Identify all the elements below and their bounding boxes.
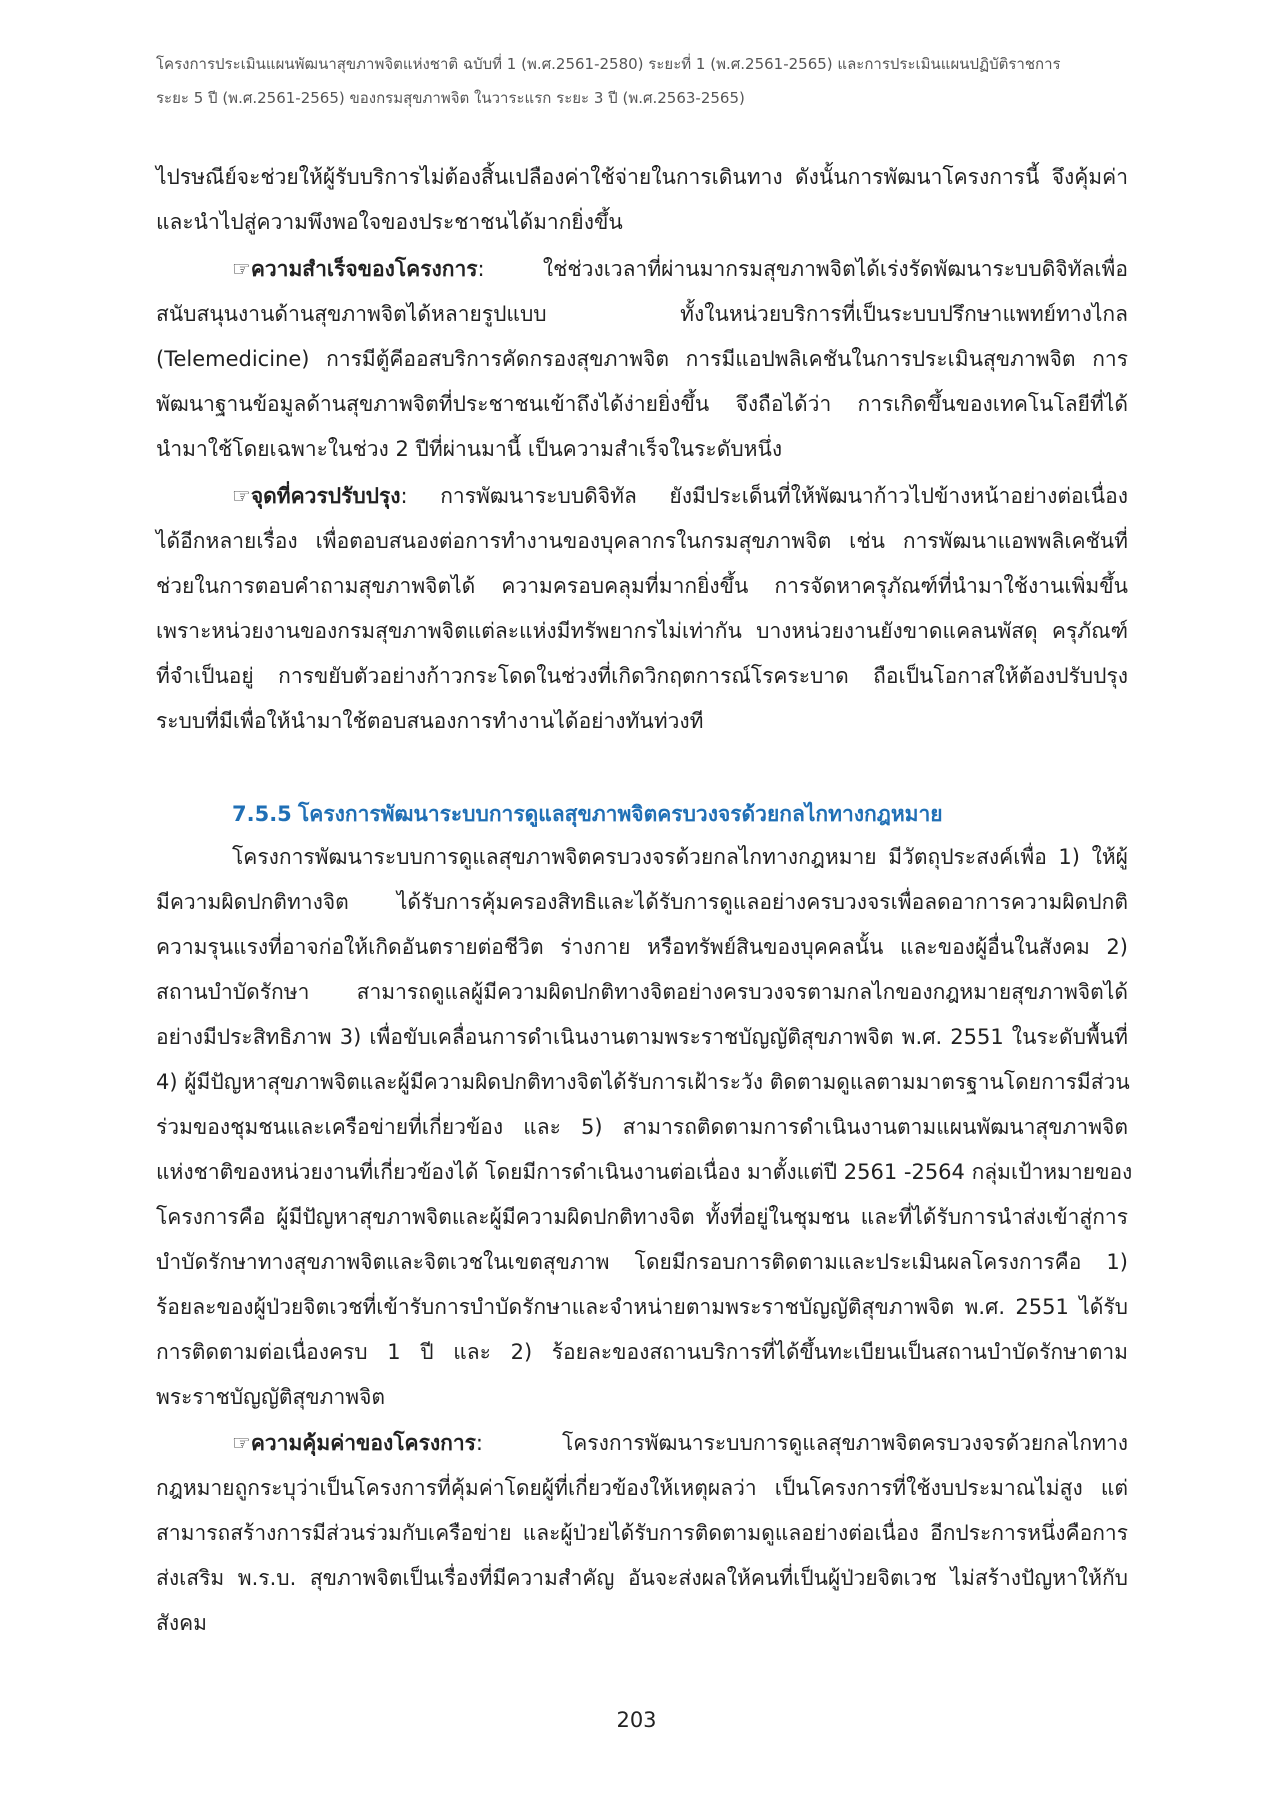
success-label: ความสำเร็จของโครงการ [250,257,478,281]
paragraph-line: กฎหมายถูกระบุว่าเป็นโครงการที่คุ้มค่าโดยผู้ที่เกี่ยวข้องให้เหตุผลว่า เป็นโครงการที่ใช้งบประมาณไม่สูง แต่ [156,1476,1128,1500]
paragraph-line: เพราะหน่วยงานของกรมสุขภาพจิตแต่ละแห่งมีทรัพยากรไม่เท่ากัน บางหน่วยงานยังขาดแคลนพัสดุ ครุภัณฑ์ [156,619,1128,643]
paragraph-line: สถานบำบัดรักษา สามารถดูแลผู้มีความผิดปกติทางจิตอย่างครบวงจรตามกลไกของกฎหมายสุขภาพจิตได้ [156,980,1128,1004]
paragraph-line: นำมาใช้โดยเฉพาะในช่วง 2 ปีที่ผ่านมานี้ เป็นความสำเร็จในระดับหนึ่ง [156,437,783,461]
success-heading-line [232,254,1128,284]
paragraph-text: : การพัฒนาระบบดิจิทัล ยังมีประเด็นที่ให้พัฒนาก้าวไปข้างหน้าอย่างต่อเนื่อง [400,484,1128,508]
paragraph-line: พระราชบัญญัติสุขภาพจิต [156,1385,386,1409]
value-label: ความคุ้มค่าของโครงการ [250,1431,476,1455]
paragraph-line: (Telemedicine) การมีตู้คีออสบริการคัดกรองสุขภาพจิต การมีแอปพลิเคชันในการประเมินสุขภาพจิต การ [156,347,1128,371]
paragraph-line: อย่างมีประสิทธิภาพ 3) เพื่อขับเคลื่อนการดำเนินงานตามพระราชบัญญัติสุขภาพจิต พ.ศ. 2551 ในระดับพื้นที่ [156,1025,1128,1049]
section-number: 7.5.5 [232,802,292,826]
section-title: โครงการพัฒนาระบบการดูแลสุขภาพจิตครบวงจรด้วยกลไกทางกฎหมาย [298,802,943,826]
header-line-1: โครงการประเมินแผนพัฒนาสุขภาพจิตแห่งชาติ ฉบับที่ 1 (พ.ศ.2561-2580) ระยะที่ 1 (พ.ศ.2561-2565) และการประเมินแผนปฏิบัติราชการ [156,55,1061,73]
paragraph-line: โครงการพัฒนาระบบการดูแลสุขภาพจิตครบวงจรด้วยกลไกทางกฎหมาย มีวัตถุประสงค์เพื่อ 1) ให้ผู้ [232,845,1128,869]
paragraph-line: ที่จำเป็นอยู่ การขยับตัวอย่างก้าวกระโดดในช่วงที่เกิดวิกฤตการณ์โรคระบาด ถือเป็นโอกาสให้ต้องปรับปรุง [156,664,1128,688]
paragraph-line: แห่งชาติของหน่วยงานที่เกี่ยวข้องได้ โดยมีการดำเนินงานต่อเนื่อง มาตั้งแต่ปี 2561 -2564 กลุ่มเป้าหมายของ [156,1160,1133,1184]
paragraph-line: ไปรษณีย์จะช่วยให้ผู้รับบริการไม่ต้องสิ้นเปลืองค่าใช้จ่ายในการเดินทาง ดังนั้นการพัฒนาโครงการนี้ จึงคุ้มค่า [156,165,1128,189]
paragraph-line: ความรุนแรงที่อาจก่อให้เกิดอันตรายต่อชีวิต ร่างกาย หรือทรัพย์สินของบุคคลนั้น และของผู้อื่นในสังคม 2) [156,935,1128,959]
pointing-hand-icon: ☞ [232,1431,251,1455]
paragraph-line: ได้อีกหลายเรื่อง เพื่อตอบสนองต่อการทำงานของบุคลากรในกรมสุขภาพจิต เช่น การพัฒนาแอพพลิเคชันที่ [156,529,1128,553]
paragraph-text: : ใช่ช่วงเวลาที่ผ่านมากรมสุขภาพจิตได้เร่งรัดพัฒนาระบบดิจิทัลเพื่อ [477,257,1128,281]
paragraph-line: และนำไปสู่ความพึงพอใจของประชาชนได้มากยิ่งขึ้น [156,210,623,234]
paragraph-text: : โครงการพัฒนาระบบการดูแลสุขภาพจิตครบวงจรด้วยกลไกทาง [475,1431,1128,1455]
paragraph-line: การติดตามต่อเนื่องครบ 1 ปี และ 2) ร้อยละของสถานบริการที่ได้ขึ้นทะเบียนเป็นสถานบำบัดรักษาตาม [156,1340,1128,1364]
value-heading-line [232,1428,1128,1458]
improve-label: จุดที่ควรปรับปรุง [250,484,401,508]
paragraph-line: พัฒนาฐานข้อมูลด้านสุขภาพจิตที่ประชาชนเข้าถึงได้ง่ายยิ่งขึ้น จึงถือได้ว่า การเกิดขึ้นของเทคโนโลยีที่ได้ [156,392,1128,416]
paragraph-line: ร้อยละของผู้ป่วยจิตเวชที่เข้ารับการบำบัดรักษาและจำหน่ายตามพระราชบัญญัติสุขภาพจิต พ.ศ. 2551 ได้รับ [156,1295,1128,1319]
section-heading [232,798,943,831]
paragraph-line: 4) ผู้มีปัญหาสุขภาพจิตและผู้มีความผิดปกติทางจิตได้รับการเฝ้าระวัง ติดตามดูแลตามมาตรฐานโดยการมีส่วน [156,1070,1130,1094]
paragraph-line: ระบบที่มีเพื่อให้นำมาใช้ตอบสนองการทำงานได้อย่างทันท่วงที [156,709,704,733]
paragraph-line: บำบัดรักษาทางสุขภาพจิตและจิตเวชในเขตสุขภาพ โดยมีกรอบการติดตามและประเมินผลโครงการคือ 1) [156,1250,1128,1274]
header-line-2: ระยะ 5 ปี (พ.ศ.2561-2565) ของกรมสุขภาพจิต ในวาระแรก ระยะ 3 ปี (พ.ศ.2563-2565) [156,89,745,107]
paragraph-line: มีความผิดปกติทางจิต ได้รับการคุ้มครองสิทธิและได้รับการดูแลอย่างครบวงจรเพื่อลดอาการความผิดปกติ [156,890,1128,914]
paragraph-line: สังคม [156,1611,207,1635]
page-number: 203 [616,1708,657,1732]
paragraph-line: ส่งเสริม พ.ร.บ. สุขภาพจิตเป็นเรื่องที่มีความสำคัญ อันจะส่งผลให้คนที่เป็นผู้ป่วยจิตเวช ไม่สร้างปัญหาให้กับ [156,1566,1128,1590]
pointing-hand-icon: ☞ [232,257,251,281]
paragraph-line: สนับสนุนงานด้านสุขภาพจิตได้หลายรูปแบบ ทั้งในหน่วยบริการที่เป็นระบบปรึกษาแพทย์ทางไกล [156,302,1128,326]
pointing-hand-icon: ☞ [232,484,251,508]
paragraph-line: สามารถสร้างการมีส่วนร่วมกับเครือข่าย และผู้ป่วยได้รับการติดตามดูแลอย่างต่อเนื่อง อีกประการหนึ่งคือการ [156,1521,1128,1545]
paragraph-line: ช่วยในการตอบคำถามสุขภาพจิตได้ ความครอบคลุมที่มากยิ่งขึ้น การจัดหาครุภัณฑ์ที่นำมาใช้งานเพิ่มขึ้น [156,574,1128,598]
paragraph-line: โครงการคือ ผู้มีปัญหาสุขภาพจิตและผู้มีความผิดปกติทางจิต ทั้งที่อยู่ในชุมชน และที่ได้รับการนำส่งเข้าสู่การ [156,1205,1128,1229]
improve-heading-line [232,481,1128,511]
paragraph-line: ร่วมของชุมชนและเครือข่ายที่เกี่ยวข้อง และ 5) สามารถติดตามการดำเนินงานตามแผนพัฒนาสุขภาพจิต [156,1115,1128,1139]
